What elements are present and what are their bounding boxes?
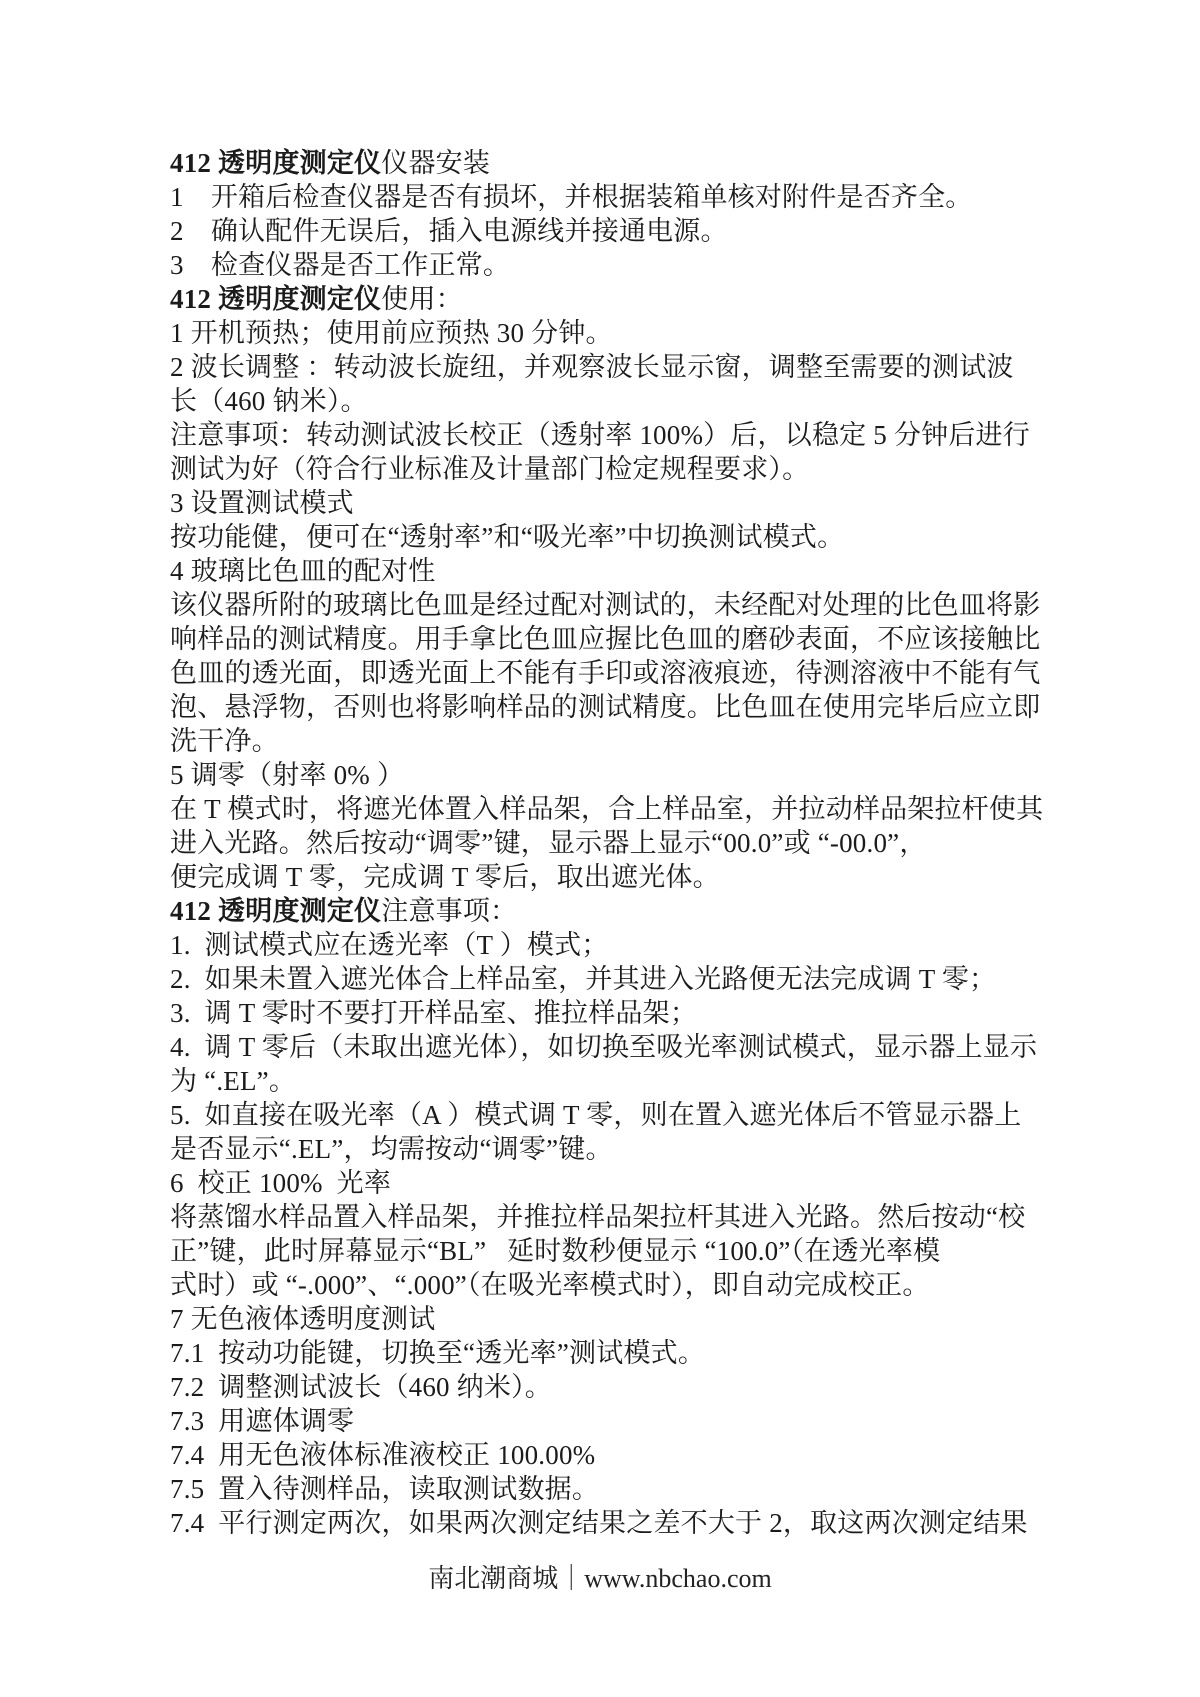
line-text: 该仪器所附的玻璃比色皿是经过配对测试的，未经配对处理的比色皿将影 (170, 590, 1041, 620)
text-line (170, 996, 1050, 1030)
text-line (170, 1370, 1050, 1404)
line-text: 是否显示“.EL”，均需按动“调零”键。 (170, 1134, 613, 1164)
text-line (170, 248, 1050, 282)
text-line (170, 316, 1050, 350)
line-text: 1 开箱后检查仪器是否有损坏，并根据装箱单核对附件是否齐全。 (170, 182, 973, 212)
line-text: 3 检查仪器是否工作正常。 (170, 250, 511, 280)
text-line (170, 622, 1050, 656)
line-text: 1. 测试模式应在透光率（T ）模式； (170, 930, 609, 960)
text-line (170, 724, 1050, 758)
text-line (170, 1506, 1050, 1540)
line-text: 3. 调 T 零时不要打开样品室、推拉样品架； (170, 998, 698, 1028)
line-text: 正”键，此时屏幕显示“BL” 延时数秒便显示 “100.0”（在透光率模 (170, 1236, 941, 1266)
text-line (170, 588, 1050, 622)
page-footer (0, 1563, 1200, 1595)
text-line (170, 384, 1050, 418)
text-line (170, 656, 1050, 690)
line-text: 4 玻璃比色皿的配对性 (170, 556, 436, 586)
line-text: 测试为好（符合行业标准及计量部门检定规程要求）。 (170, 454, 810, 484)
text-line (170, 1200, 1050, 1234)
text-line (170, 792, 1050, 826)
line-text: 使用： (381, 284, 463, 314)
line-text: 7.4 用无色液体标准液校正 100.00% (170, 1440, 596, 1470)
text-line (170, 1336, 1050, 1370)
heading-bold-prefix: 412 透明度测定仪 (170, 896, 382, 926)
line-text: 进入光路。然后按动“调零”键，显示器上显示“00.0”或 “-00.0”， (170, 828, 927, 858)
line-text: 7.5 置入待测样品，读取测试数据。 (170, 1474, 600, 1504)
heading-bold-prefix: 412 透明度测定仪 (170, 148, 382, 178)
line-text: 洗干净。 (170, 726, 279, 756)
text-line (170, 180, 1050, 214)
line-text: 3 设置测试模式 (170, 488, 354, 518)
text-line (170, 860, 1050, 894)
text-line (170, 1132, 1050, 1166)
text-line (170, 1268, 1050, 1302)
line-text: 仪器安装 (381, 148, 491, 178)
line-text: 注意事项： (381, 896, 518, 926)
text-line (170, 1438, 1050, 1472)
line-text: 7.2 调整测试波长（460 纳米）。 (170, 1372, 552, 1402)
line-text: 在 T 模式时，将遮光体置入样品架，合上样品室，并拉动样品架拉杆使其 (170, 794, 1044, 824)
line-text: 便完成调 T 零，完成调 T 零后，取出遮光体。 (170, 862, 720, 892)
heading-line (170, 282, 1050, 316)
text-line (170, 1098, 1050, 1132)
text-line (170, 554, 1050, 588)
line-text: 色皿的透光面，即透光面上不能有手印或溶液痕迹，待测溶液中不能有气 (170, 658, 1041, 688)
text-line (170, 928, 1050, 962)
line-text: 按功能健，便可在“透射率”和“吸光率”中切换测试模式。 (170, 522, 845, 552)
line-text: 泡、悬浮物，否则也将影响样品的测试精度。比色皿在使用完毕后应立即 (170, 692, 1041, 722)
heading-line (170, 146, 1050, 180)
line-text: 7.1 按动功能键，切换至“透光率”测试模式。 (170, 1338, 706, 1368)
heading-bold-prefix: 412 透明度测定仪 (170, 284, 382, 314)
text-line (170, 1404, 1050, 1438)
line-text: 长（460 钠米）。 (170, 386, 368, 416)
line-text: 5. 如直接在吸光率（A ）模式调 T 零，则在置入遮光体后不管显示器上 (170, 1100, 1022, 1130)
text-line (170, 418, 1050, 452)
line-text: 4. 调 T 零后（未取出遮光体），如切换至吸光率测试模式，显示器上显示 (170, 1032, 1038, 1062)
text-line (170, 1166, 1050, 1200)
heading-line (170, 894, 1050, 928)
line-text: 2. 如果未置入遮光体合上样品室，并其进入光路便无法完成调 T 零； (170, 964, 997, 994)
text-line (170, 214, 1050, 248)
line-text: 7 无色液体透明度测试 (170, 1304, 436, 1334)
text-line (170, 1030, 1050, 1064)
text-line (170, 1064, 1050, 1098)
text-line (170, 1234, 1050, 1268)
text-line (170, 1472, 1050, 1506)
text-line (170, 826, 1050, 860)
line-text: 2 波长调整 ：转动波长旋纽，并观察波长显示窗，调整至需要的测试波 (170, 352, 1014, 382)
text-line (170, 962, 1050, 996)
text-line (170, 350, 1050, 384)
line-text: 6 校正 100% 光率 (170, 1168, 392, 1198)
text-line (170, 758, 1050, 792)
text-line (170, 690, 1050, 724)
line-text: 将蒸馏水样品置入样品架，并推拉样品架拉杆其进入光路。然后按动“校 (170, 1202, 1026, 1232)
line-text: 7.4 平行测定两次，如果两次测定结果之差不大于 2，取这两次测定结果 (170, 1508, 1028, 1538)
line-text: 注意事项：转动测试波长校正（透射率 100%）后，以稳定 5 分钟后进行 (170, 420, 1030, 450)
line-text: 5 调零（射率 0% ） (170, 760, 405, 790)
line-text: 7.3 用遮体调零 (170, 1406, 355, 1436)
text-line (170, 1302, 1050, 1336)
text-line (170, 520, 1050, 554)
document-body (170, 146, 1050, 1540)
line-text: 2 确认配件无误后，插入电源线并接通电源。 (170, 216, 728, 246)
line-text: 为 “.EL”。 (170, 1066, 297, 1096)
line-text: 式时）或 “-.000”、“.000”（在吸光率模式时），即自动完成校正。 (170, 1270, 930, 1300)
text-line (170, 486, 1050, 520)
text-line (170, 452, 1050, 486)
footer-text: 南北潮商城｜www.nbchao.com (428, 1564, 772, 1593)
line-text: 响样品的测试精度。用手拿比色皿应握比色皿的磨砂表面，不应该接触比 (170, 624, 1041, 654)
line-text: 1 开机预热；使用前应预热 30 分钟。 (170, 318, 613, 348)
